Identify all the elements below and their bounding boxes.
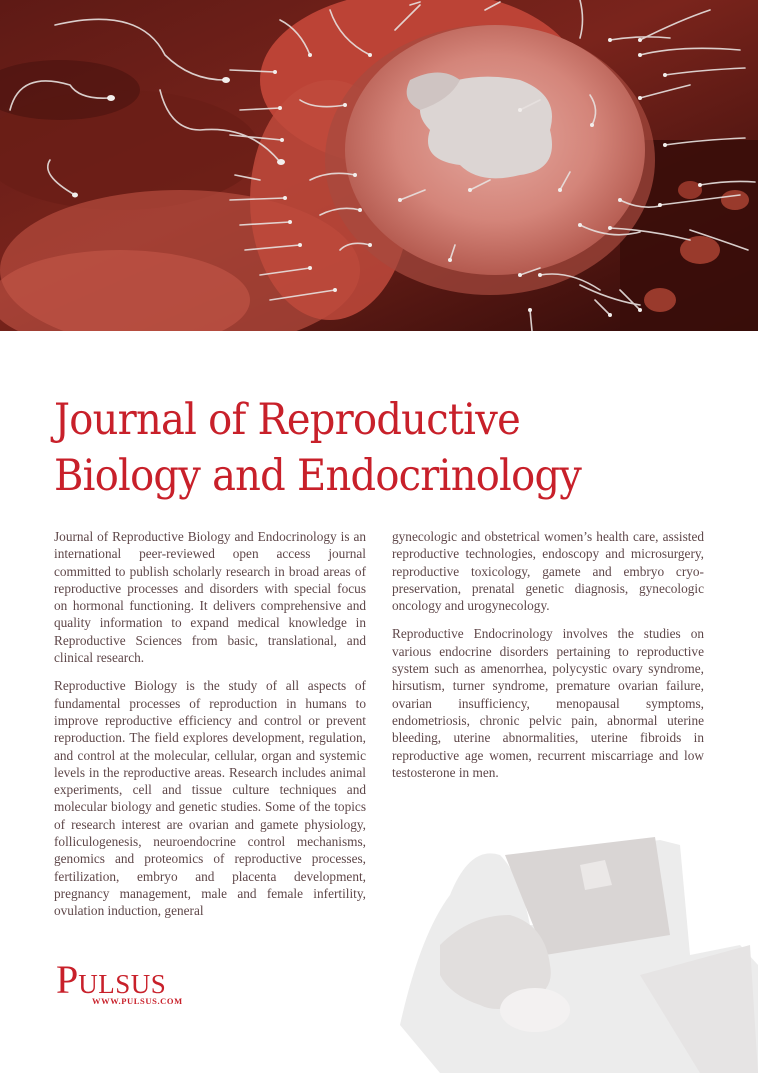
reproductive-biology-paragraph: Reproductive Biology is the study of all aspects of fundamental processes of reproduction in humans to improve reproductive efficiency and control or prevent reproduction. The field explores development, regulation, and control at the molecular, cellular, organ and systemic levels in the reproductive areas. Research includes animal experiments, cell and tissue culture techniques and molecular biology and genetic studies. Some of the topics of research interest are ovarian and gamete physiology, folliculogenesis, neuroendocrine control mechanisms, genomics and proteomics of reproductive processes, fertilization, embryo and placenta development, pregnancy management, male and female infertility, ovulation induction, general <box>54 678 366 919</box>
journal-title-line2: Biology and Endocrinology <box>54 451 582 501</box>
left-column <box>54 528 366 931</box>
logo-initial: P <box>56 957 79 1002</box>
ultrasound-background-image <box>380 815 758 1073</box>
continued-paragraph: gynecologic and obstetrical women’s health care, assisted reproductive technologies, endoscopy and microsurgery, reproductive toxicology, gamete and embryo cryo-preservation, prenatal genetic diagnosis, gynecologic oncology and urogynecology. <box>392 529 704 614</box>
hero-image <box>0 0 758 331</box>
journal-title-line1: Journal of Reproductive <box>54 395 521 445</box>
pulsus-logo <box>56 957 183 1006</box>
logo-url[interactable]: WWW.PULSUS.COM <box>92 996 183 1006</box>
logo-name: ULSUS <box>78 969 167 999</box>
reproductive-endocrinology-paragraph: Reproductive Endocrinology involves the studies on various endocrine disorders pertaining to reproductive system such as amenorrhea, polycystic ovary syndrome, hirsutism, turner syndrome, premature ovarian failure, ovarian insufficiency, menopausal symptoms, endometriosis, chronic pelvic pain, abnormal uterine bleeding, uterine abnormalities, uterine fibroids in reproductive age women, recurrent miscarriage and low testosterone in men. <box>392 626 704 780</box>
intro-paragraph: Journal of Reproductive Biology and Endocrinology is an international peer-reviewed open access journal committed to publish scholarly research in broad areas of reproductive processes and disorders with special focus on hormonal functioning. It delivers comprehensive and quality information to expand medical knowledge in Reproductive Sciences from basic, translational, and clinical research. <box>54 529 366 666</box>
sperm-egg-illustration <box>0 0 758 331</box>
journal-title <box>54 392 581 504</box>
right-column <box>392 528 704 792</box>
